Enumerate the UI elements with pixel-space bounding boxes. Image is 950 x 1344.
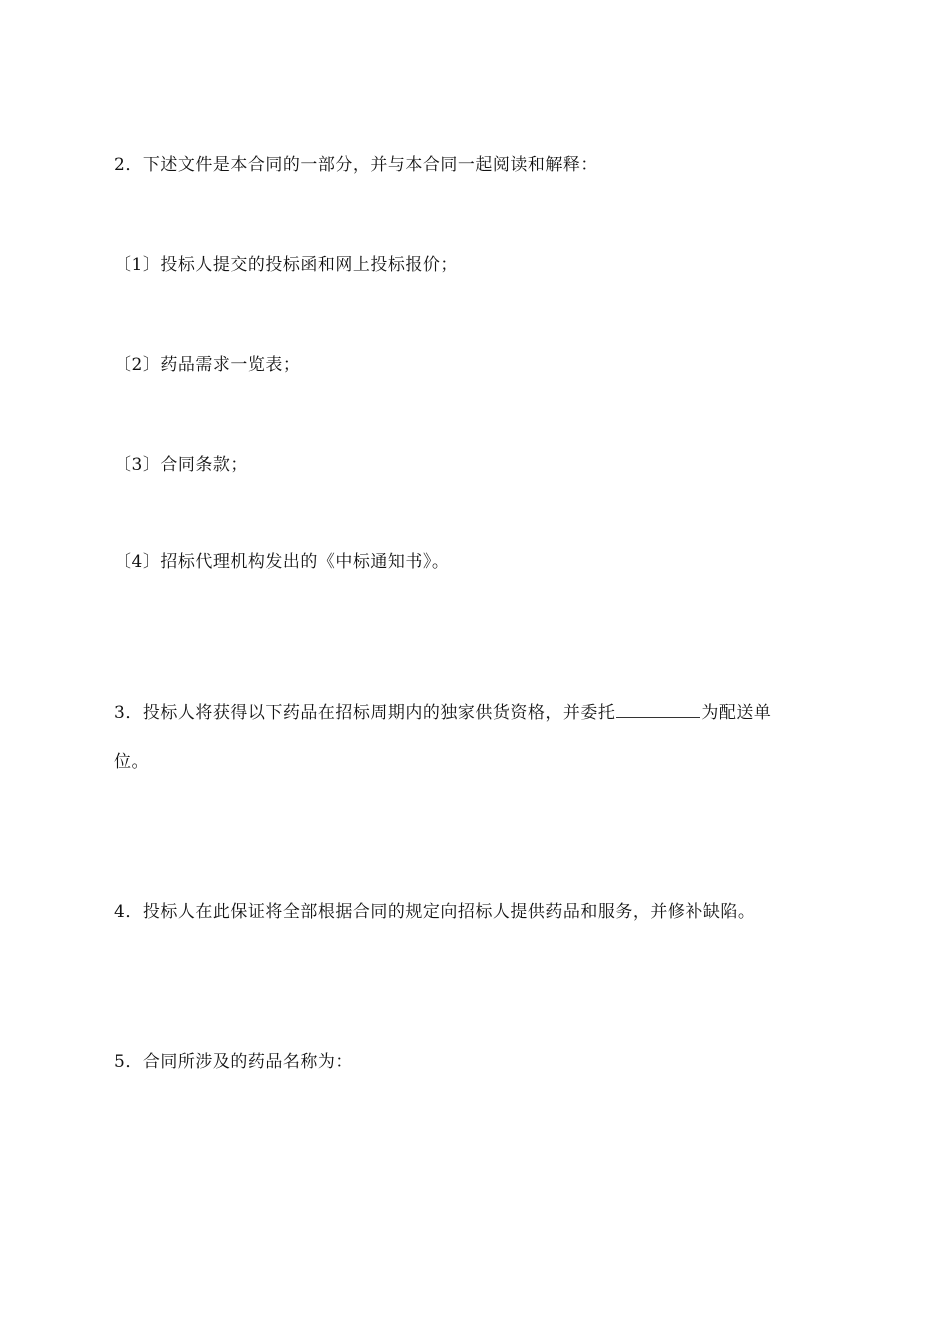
sub-item-2: 〔2〕药品需求一览表； <box>114 355 301 375</box>
clause-4: 4．投标人在此保证将全部根据合同的规定向招标人提供药品和服务，并修补缺陷。 <box>114 902 756 922</box>
distributor-blank-line <box>616 700 700 718</box>
clause-5: 5．合同所涉及的药品名称为： <box>114 1052 353 1072</box>
clause-2: 2．下述文件是本合同的一部分，并与本合同一起阅读和解释： <box>114 155 598 175</box>
sub-item-3: 〔3〕合同条款； <box>114 455 248 475</box>
clause-3-continuation: 位。 <box>114 752 149 772</box>
clause-3-text-after-blank: 为配送单 <box>701 703 772 723</box>
sub-item-1: 〔1〕投标人提交的投标函和网上投标报价； <box>114 255 458 275</box>
sub-item-4: 〔4〕招标代理机构发出的《中标通知书》。 <box>114 552 450 572</box>
clause-3-text-before-blank: 3．投标人将获得以下药品在招标周期内的独家供货资格，并委托 <box>114 703 616 723</box>
clause-3 <box>114 700 771 725</box>
